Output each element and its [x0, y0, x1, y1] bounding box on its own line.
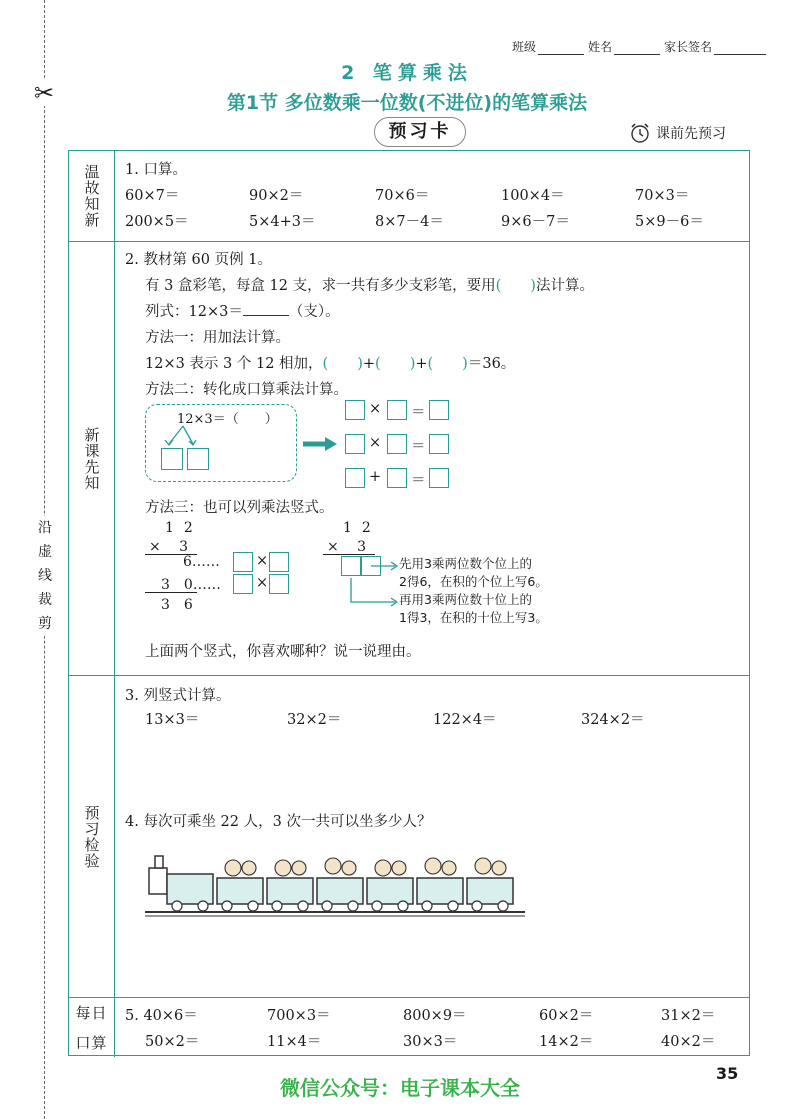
row-review	[69, 150, 749, 242]
answer-blank[interactable]: ( )	[427, 356, 468, 372]
equals-sign: ＝	[411, 439, 426, 455]
note-2-cont: 1得3，在积的十位上写3。	[399, 610, 548, 625]
q3-item: 324×2＝	[581, 712, 645, 728]
q1-item: 70×3＝	[635, 187, 690, 204]
q1-item: 5×4+3＝	[249, 213, 316, 230]
row-check	[69, 675, 749, 997]
answer-box[interactable]	[233, 552, 253, 572]
daily-item: 5. 40×6＝	[125, 1008, 198, 1024]
vertical-calc-2: 12	[343, 520, 381, 536]
q1-item: 200×5＝	[125, 213, 189, 230]
note-1: 先用3乘两位数个位上的	[399, 556, 532, 571]
q1-item: 5×9－6＝	[635, 213, 704, 230]
method2-expr: 12×3＝（ ）	[177, 412, 278, 427]
note-1-cont: 2得6，在积的个位上写6。	[399, 574, 548, 589]
answer-blank[interactable]	[243, 303, 289, 316]
daily-item: 31×2＝	[661, 1008, 716, 1024]
times-sign: ×	[369, 401, 382, 417]
answer-blank[interactable]: ( )	[322, 356, 363, 372]
parent-signature-label: 家长签名	[664, 40, 713, 54]
name-field[interactable]	[614, 43, 660, 55]
daily-item: 50×2＝	[145, 1034, 200, 1050]
name-label: 姓名	[588, 40, 613, 54]
q3-item: 13×3＝	[145, 712, 200, 728]
answer-box[interactable]	[345, 400, 365, 420]
q1-item: 90×2＝	[249, 187, 304, 204]
method3-title: 方法三：也可以列乘法竖式。	[145, 500, 334, 516]
note-2: 再用3乘两位数十位上的	[399, 592, 532, 607]
split-arrows-icon	[155, 424, 235, 448]
q1-title: 1. 口算。	[125, 161, 187, 178]
row-label-daily: 每日 口算	[75, 1003, 108, 1052]
q1-item: 70×6＝	[375, 187, 430, 204]
answer-box[interactable]	[387, 400, 407, 420]
method2-title: 方法二：转化成口算乘法计算。	[145, 382, 348, 398]
row-label-review: 温故知新	[82, 163, 101, 228]
method1-title: 方法一：用加法计算。	[145, 330, 290, 346]
card-title: 预习卡	[374, 117, 466, 147]
q3-item: 32×2＝	[287, 712, 342, 728]
answer-box[interactable]	[269, 574, 289, 594]
footer-watermark: 微信公众号：电子课本大全	[280, 1076, 520, 1100]
answer-blank[interactable]: ( )	[495, 278, 536, 294]
explanation-arrows	[345, 542, 405, 616]
vertical-calc-1: 12	[165, 520, 203, 536]
method1-line: 12×3 表示 3 个 12 相加，( )+( )+( )＝36。	[145, 352, 515, 373]
student-info-header	[512, 38, 770, 55]
q3-title: 3. 列竖式计算。	[125, 688, 231, 704]
q2-formula: 列式：12×3＝ （支）。	[145, 304, 340, 320]
q2-title: 2. 教材第 60 页例 1。	[125, 252, 272, 268]
answer-box[interactable]	[387, 434, 407, 454]
q1-item: 8×7－4＝	[375, 213, 444, 230]
daily-item: 60×2＝	[539, 1008, 594, 1024]
equals-sign: ＝	[411, 473, 426, 489]
plus-sign: +	[369, 469, 382, 485]
daily-item: 700×3＝	[267, 1008, 331, 1024]
daily-item: 14×2＝	[539, 1034, 594, 1050]
answer-box[interactable]	[429, 400, 449, 420]
daily-item: 11×4＝	[267, 1034, 322, 1050]
q1-item: 9×6－7＝	[501, 213, 570, 230]
answer-box[interactable]	[233, 574, 253, 594]
answer-box[interactable]	[387, 468, 407, 488]
class-label: 班级	[512, 40, 537, 54]
times-sign: ×	[369, 435, 382, 451]
answer-blank[interactable]: ( )	[375, 356, 416, 372]
answer-box[interactable]	[161, 448, 183, 470]
answer-box[interactable]	[429, 468, 449, 488]
answer-box[interactable]	[429, 434, 449, 454]
page-number: 35	[716, 1064, 739, 1083]
preview-badge	[628, 122, 726, 144]
train-illustration	[145, 838, 525, 918]
class-field[interactable]	[538, 43, 584, 55]
cut-instruction: 沿虚线裁剪	[36, 516, 54, 636]
row-label-check: 预习检验	[82, 804, 101, 869]
q2-problem: 有 3 盒彩笔，每盒 12 支，求一共有多少支彩笔，要用( )法计算。	[145, 274, 594, 295]
q1-item: 60×7＝	[125, 187, 180, 204]
section-title: 第1节 多位数乘一位数(不进位)的笔算乘法	[226, 92, 588, 114]
answer-box[interactable]	[187, 448, 209, 470]
preview-table	[68, 150, 750, 1056]
daily-item: 40×2＝	[661, 1034, 716, 1050]
preference-question: 上面两个竖式，你喜欢哪种？说一说理由。	[145, 644, 421, 660]
daily-item: 30×3＝	[403, 1034, 458, 1050]
row-label-new: 新课先知	[82, 426, 101, 491]
q3-item: 122×4＝	[433, 712, 497, 728]
parent-signature-field[interactable]	[714, 43, 766, 55]
row-new-lesson: 新课先知 2. 教材第 60 页例 1。 有 3 盒彩笔，每盒 12 支，求一共有多少支彩笔，要用( )法计算。 列式：12×3＝ （支）。 方法一：用加法计算。 12×3 表示 3 个 12 相加，( )+( )+( )＝36。 方法二：转化成口算乘法计算。 12×3＝（ ） × ＝ × ＝ + ＝ 方法三：也可以列乘法竖式。 12 × 3 6…… 3 0…… 3 6 × × 12 × 3 先用3乘两位数个位上的 2得6，在积的个位上写6。 再用3乘两位数十位上的 1得3，在积的十位上写3。 上面两个竖式，你喜欢哪种？说一说理由。	[69, 241, 749, 675]
answer-box[interactable]	[345, 468, 365, 488]
right-arrow-icon	[303, 436, 339, 452]
answer-box[interactable]	[269, 552, 289, 572]
answer-box[interactable]	[345, 434, 365, 454]
chapter-title: 2 笔算乘法	[341, 62, 473, 84]
row-daily	[69, 997, 749, 1057]
equals-sign: ＝	[411, 405, 426, 421]
scissors-icon: ✂	[34, 79, 55, 107]
q4-title: 4. 每次可乘坐 22 人，3 次一共可以坐多少人？	[125, 814, 432, 830]
alarm-clock-icon	[628, 122, 652, 144]
preview-text: 课前先预习	[656, 126, 726, 142]
daily-item: 800×9＝	[403, 1008, 467, 1024]
q1-item: 100×4＝	[501, 187, 565, 204]
